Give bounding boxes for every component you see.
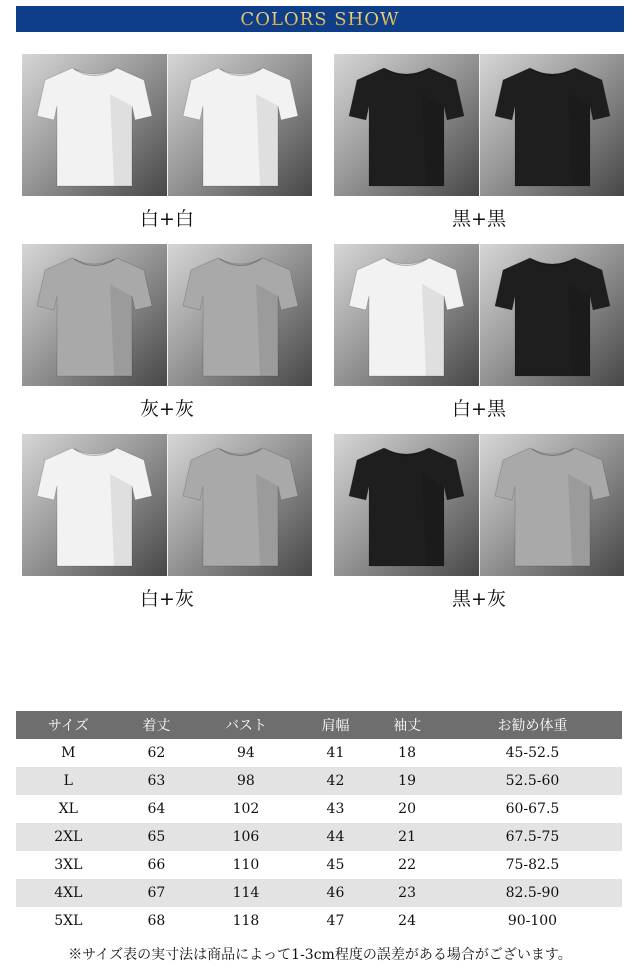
table-cell: 60-67.5 bbox=[443, 795, 622, 823]
table-cell: 66 bbox=[121, 851, 193, 879]
table-cell: 3XL bbox=[16, 851, 121, 879]
table-cell: 19 bbox=[371, 767, 443, 795]
tshirt-icon bbox=[22, 54, 167, 196]
table-cell: 24 bbox=[371, 907, 443, 935]
tshirt-icon bbox=[480, 54, 624, 196]
combo-white-gray bbox=[22, 434, 312, 611]
table-cell: 20 bbox=[371, 795, 443, 823]
tshirt-body bbox=[349, 448, 464, 566]
tshirt-icon bbox=[480, 244, 624, 386]
header-sleeve: 袖丈 bbox=[371, 711, 443, 739]
combo-label: 白+灰 bbox=[140, 588, 194, 610]
header-length: 着丈 bbox=[121, 711, 193, 739]
tshirt-body bbox=[37, 448, 152, 566]
tshirt-photo bbox=[22, 434, 167, 576]
tshirt-body bbox=[349, 68, 464, 186]
table-cell: 43 bbox=[300, 795, 372, 823]
table-cell: XL bbox=[16, 795, 121, 823]
table-cell: 102 bbox=[192, 795, 299, 823]
size-note: ※サイズ表の実寸法は商品によって1-3cm程度の誤差がある場合がございます。 bbox=[68, 947, 572, 963]
combo-label: 黒+黒 bbox=[452, 208, 506, 230]
tshirt-photo bbox=[167, 54, 312, 196]
table-cell: 68 bbox=[121, 907, 193, 935]
table-cell: 67 bbox=[121, 879, 193, 907]
tshirt-body bbox=[495, 68, 610, 186]
table-cell: 42 bbox=[300, 767, 372, 795]
tshirt-icon bbox=[334, 244, 479, 386]
size-table-header bbox=[16, 711, 622, 739]
table-cell: 110 bbox=[192, 851, 299, 879]
table-cell: 45-52.5 bbox=[443, 739, 622, 767]
table-cell: 52.5-60 bbox=[443, 767, 622, 795]
size-table bbox=[16, 711, 622, 935]
header-shoulder: 肩幅 bbox=[300, 711, 372, 739]
tshirt-body bbox=[183, 68, 298, 186]
tshirt-body bbox=[349, 258, 464, 376]
combo-label: 白+白 bbox=[140, 208, 194, 230]
tshirt-body bbox=[37, 258, 152, 376]
tshirt-icon bbox=[168, 244, 312, 386]
table-cell: 62 bbox=[121, 739, 193, 767]
combo-black-black bbox=[334, 54, 624, 231]
table-cell: 22 bbox=[371, 851, 443, 879]
table-row bbox=[16, 879, 622, 907]
tshirt-icon bbox=[480, 434, 624, 576]
table-cell: 118 bbox=[192, 907, 299, 935]
tshirt-photo bbox=[479, 434, 624, 576]
header-bust: バスト bbox=[192, 711, 299, 739]
tshirt-photo bbox=[334, 244, 479, 386]
table-cell: 90-100 bbox=[443, 907, 622, 935]
table-cell: 98 bbox=[192, 767, 299, 795]
table-cell: 63 bbox=[121, 767, 193, 795]
tshirt-photo bbox=[334, 434, 479, 576]
table-row bbox=[16, 907, 622, 935]
combo-black-gray bbox=[334, 434, 624, 611]
table-cell: 64 bbox=[121, 795, 193, 823]
tshirt-body bbox=[495, 258, 610, 376]
table-row bbox=[16, 767, 622, 795]
header-weight: お勧め体重 bbox=[443, 711, 622, 739]
tshirt-photo bbox=[479, 244, 624, 386]
table-cell: 5XL bbox=[16, 907, 121, 935]
colors-show-banner bbox=[16, 6, 624, 32]
tshirt-photo bbox=[334, 54, 479, 196]
table-cell: 2XL bbox=[16, 823, 121, 851]
tshirt-photo bbox=[167, 434, 312, 576]
tshirt-icon bbox=[22, 244, 167, 386]
table-cell: 106 bbox=[192, 823, 299, 851]
combo-label: 灰+灰 bbox=[140, 398, 194, 420]
combo-white-white bbox=[22, 54, 312, 231]
table-cell: 67.5-75 bbox=[443, 823, 622, 851]
combo-gray-gray bbox=[22, 244, 312, 421]
table-cell: M bbox=[16, 739, 121, 767]
table-cell: 41 bbox=[300, 739, 372, 767]
table-cell: 65 bbox=[121, 823, 193, 851]
table-cell: 18 bbox=[371, 739, 443, 767]
table-row bbox=[16, 739, 622, 767]
tshirt-photo bbox=[479, 54, 624, 196]
table-cell: 114 bbox=[192, 879, 299, 907]
table-cell: 82.5-90 bbox=[443, 879, 622, 907]
tshirt-icon bbox=[22, 434, 167, 576]
banner-title: COLORS SHOW bbox=[240, 8, 400, 30]
table-row bbox=[16, 851, 622, 879]
tshirt-photo bbox=[22, 54, 167, 196]
table-cell: L bbox=[16, 767, 121, 795]
tshirt-body bbox=[495, 448, 610, 566]
tshirt-photo bbox=[22, 244, 167, 386]
table-cell: 23 bbox=[371, 879, 443, 907]
tshirt-icon bbox=[334, 54, 479, 196]
combo-label: 黒+灰 bbox=[452, 588, 506, 610]
tshirt-body bbox=[183, 448, 298, 566]
table-row bbox=[16, 823, 622, 851]
table-cell: 44 bbox=[300, 823, 372, 851]
tshirt-photo bbox=[167, 244, 312, 386]
tshirt-icon bbox=[168, 54, 312, 196]
tshirt-body bbox=[37, 68, 152, 186]
combo-white-black bbox=[334, 244, 624, 421]
header-size: サイズ bbox=[16, 711, 121, 739]
table-row bbox=[16, 795, 622, 823]
table-cell: 47 bbox=[300, 907, 372, 935]
tshirt-icon bbox=[334, 434, 479, 576]
combo-label: 白+黒 bbox=[452, 398, 506, 420]
table-cell: 75-82.5 bbox=[443, 851, 622, 879]
table-cell: 21 bbox=[371, 823, 443, 851]
tshirt-body bbox=[183, 258, 298, 376]
table-cell: 46 bbox=[300, 879, 372, 907]
tshirt-icon bbox=[168, 434, 312, 576]
table-cell: 4XL bbox=[16, 879, 121, 907]
table-cell: 45 bbox=[300, 851, 372, 879]
table-cell: 94 bbox=[192, 739, 299, 767]
